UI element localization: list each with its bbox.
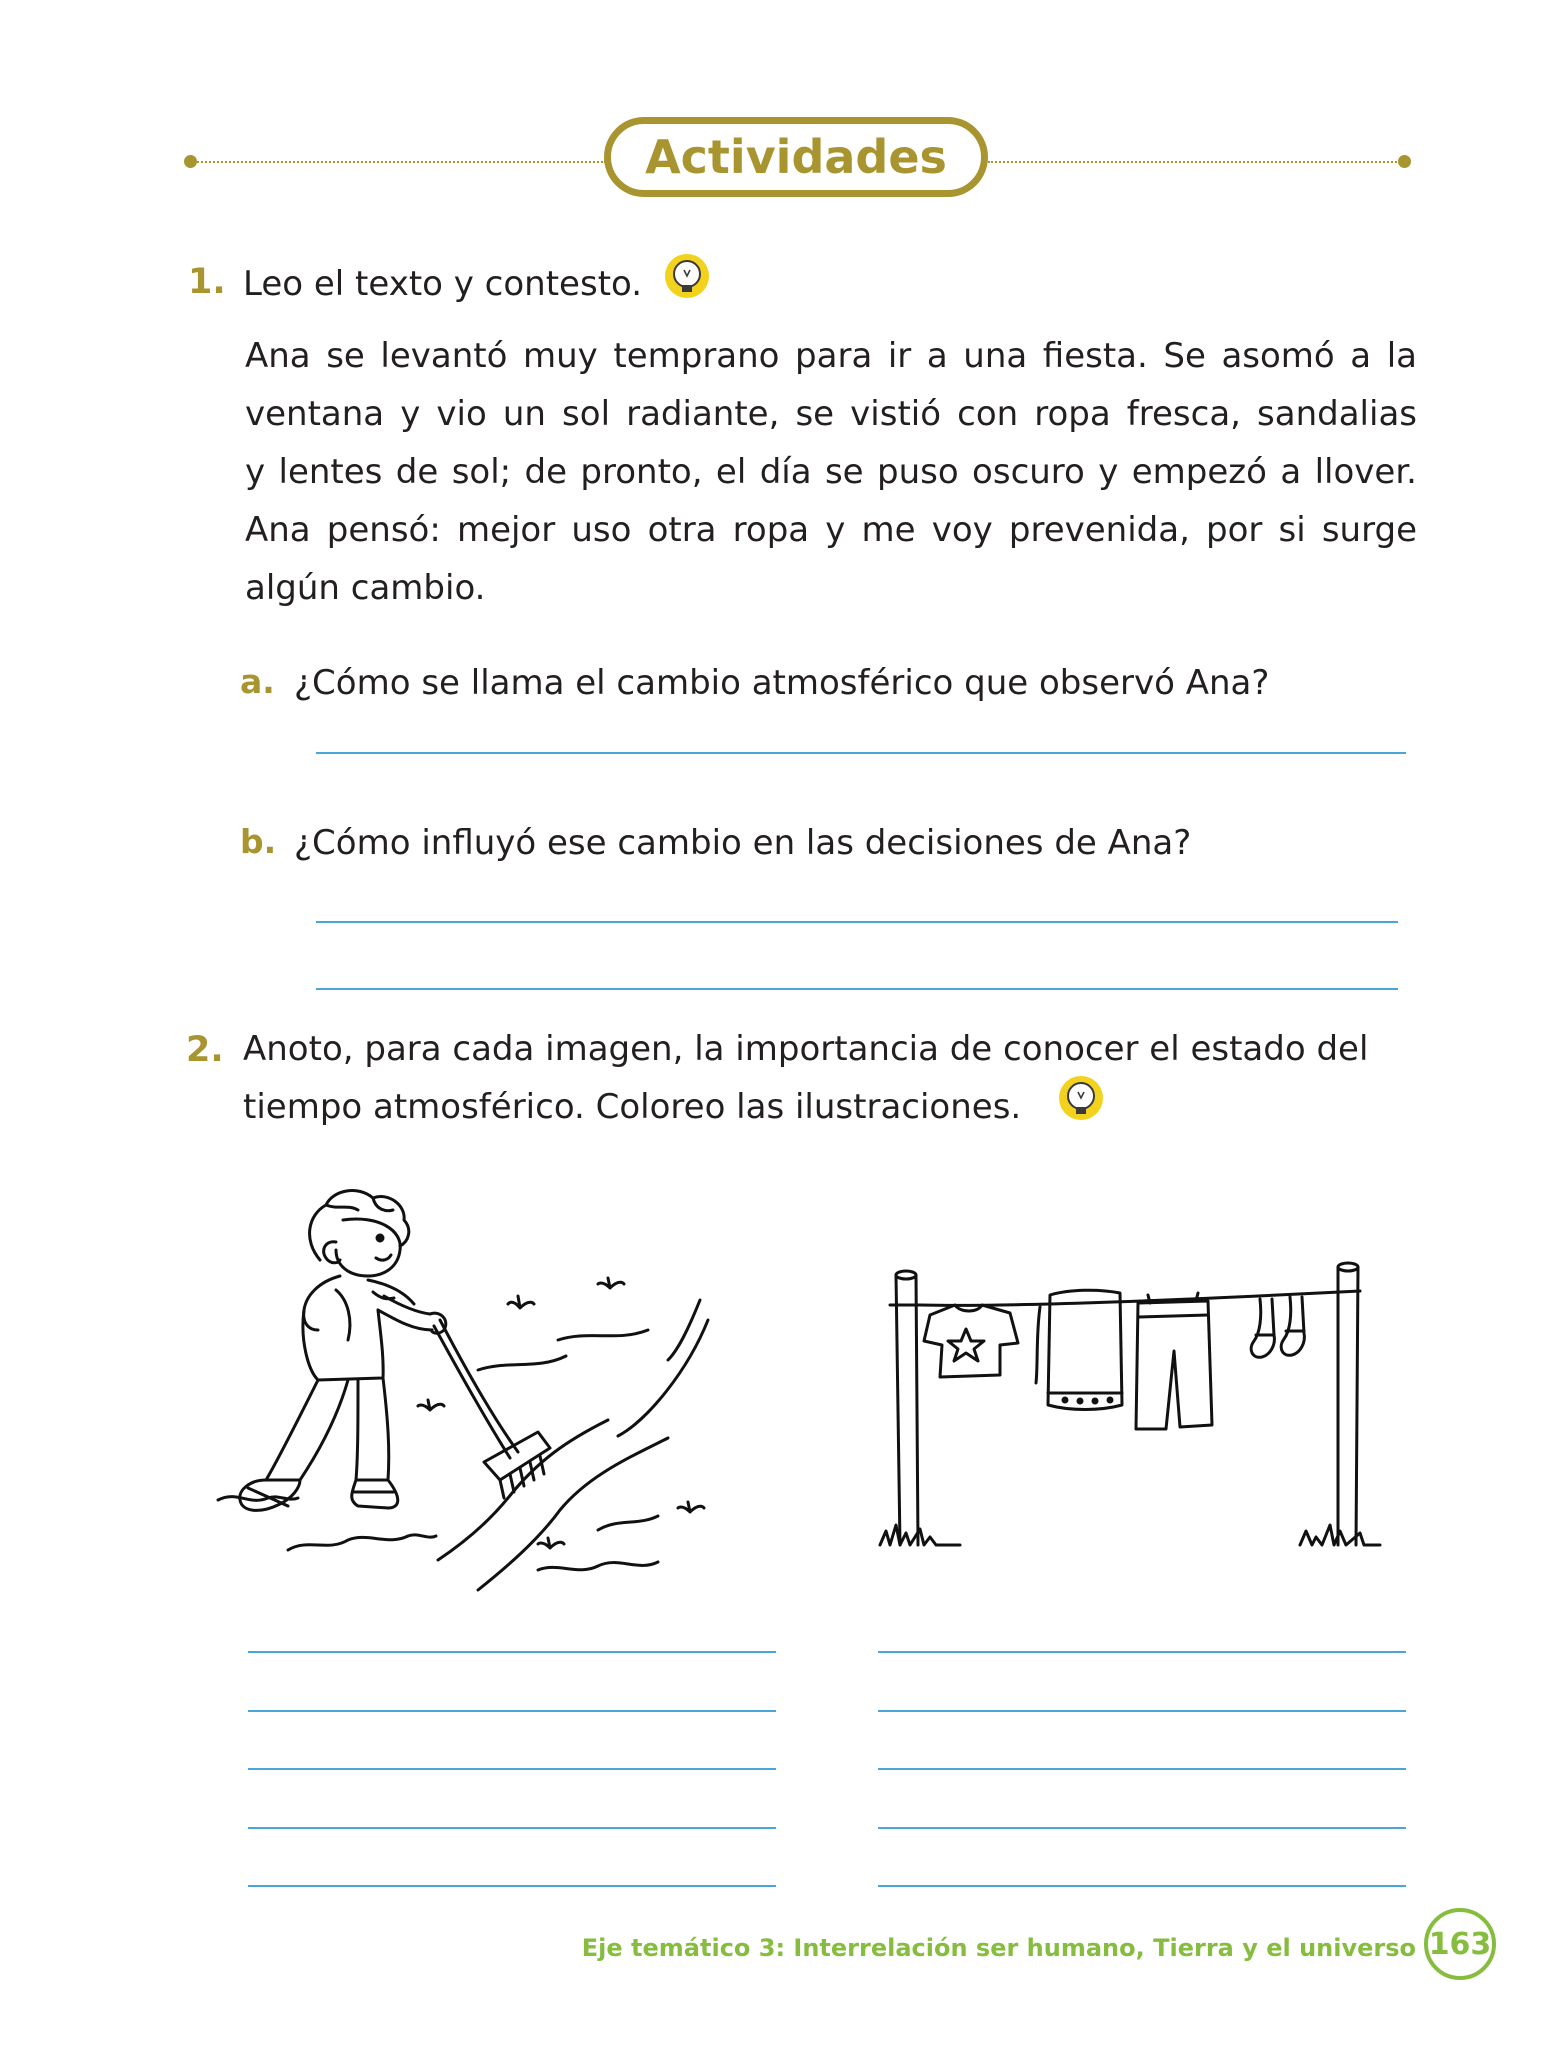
answer-line-left-4[interactable]	[248, 1827, 776, 1829]
section-title: Actividades	[604, 117, 988, 197]
activity-2-instruction-line1: Anoto, para cada imagen, la importancia de conocer el estado del	[243, 1029, 1369, 1069]
clothesline-illustration	[860, 1255, 1400, 1565]
header-right-dotted-line	[988, 161, 1404, 163]
answer-line-right-3[interactable]	[878, 1768, 1406, 1770]
question-b-text: ¿Cómo influyó ese cambio en las decisiones de Ana?	[294, 823, 1192, 863]
answer-line-left-5[interactable]	[248, 1885, 776, 1887]
paragraph-line: Ana pensó: mejor uso otra ropa y me voy prevenida, por si surge	[245, 510, 1417, 550]
child-raking-illustration	[208, 1180, 748, 1600]
activity-2-number: 2.	[186, 1030, 224, 1070]
lightbulb-icon	[1058, 1075, 1104, 1121]
answer-line-b2[interactable]	[316, 988, 1398, 990]
question-a-text: ¿Cómo se llama el cambio atmosférico que observó Ana?	[294, 663, 1270, 703]
reading-paragraph	[245, 327, 1417, 617]
paragraph-line: Ana se levantó muy temprano para ir a una fiesta. Se asomó a la	[245, 336, 1417, 376]
answer-line-left-2[interactable]	[248, 1710, 776, 1712]
answer-line-left-3[interactable]	[248, 1768, 776, 1770]
paragraph-line: ventana y vio un sol radiante, se vistió con ropa fresca, sandalias	[245, 394, 1417, 434]
lightbulb-icon	[664, 253, 710, 299]
answer-line-right-4[interactable]	[878, 1827, 1406, 1829]
header-right-dot	[1398, 155, 1411, 168]
answer-line-a[interactable]	[316, 752, 1406, 754]
answer-line-right-2[interactable]	[878, 1710, 1406, 1712]
footer-axis-label: Eje temático 3: Interrelación ser humano, Tierra y el universo	[581, 1934, 1416, 1962]
activity-2-instruction-line2: tiempo atmosférico. Coloreo las ilustraciones.	[243, 1087, 1022, 1127]
header-left-dotted-line	[194, 161, 606, 163]
paragraph-line: algún cambio.	[245, 568, 486, 608]
answer-line-left-1[interactable]	[248, 1651, 776, 1653]
question-b-letter: b.	[240, 822, 277, 861]
activity-1-instruction: Leo el texto y contesto.	[243, 264, 643, 304]
answer-line-right-5[interactable]	[878, 1885, 1406, 1887]
answer-line-right-1[interactable]	[878, 1651, 1406, 1653]
question-a-letter: a.	[240, 662, 275, 701]
answer-line-b1[interactable]	[316, 921, 1398, 923]
paragraph-line: y lentes de sol; de pronto, el día se puso oscuro y empezó a llover.	[245, 452, 1417, 492]
page-number: 163	[1424, 1908, 1496, 1980]
activity-1-number: 1.	[188, 262, 226, 302]
